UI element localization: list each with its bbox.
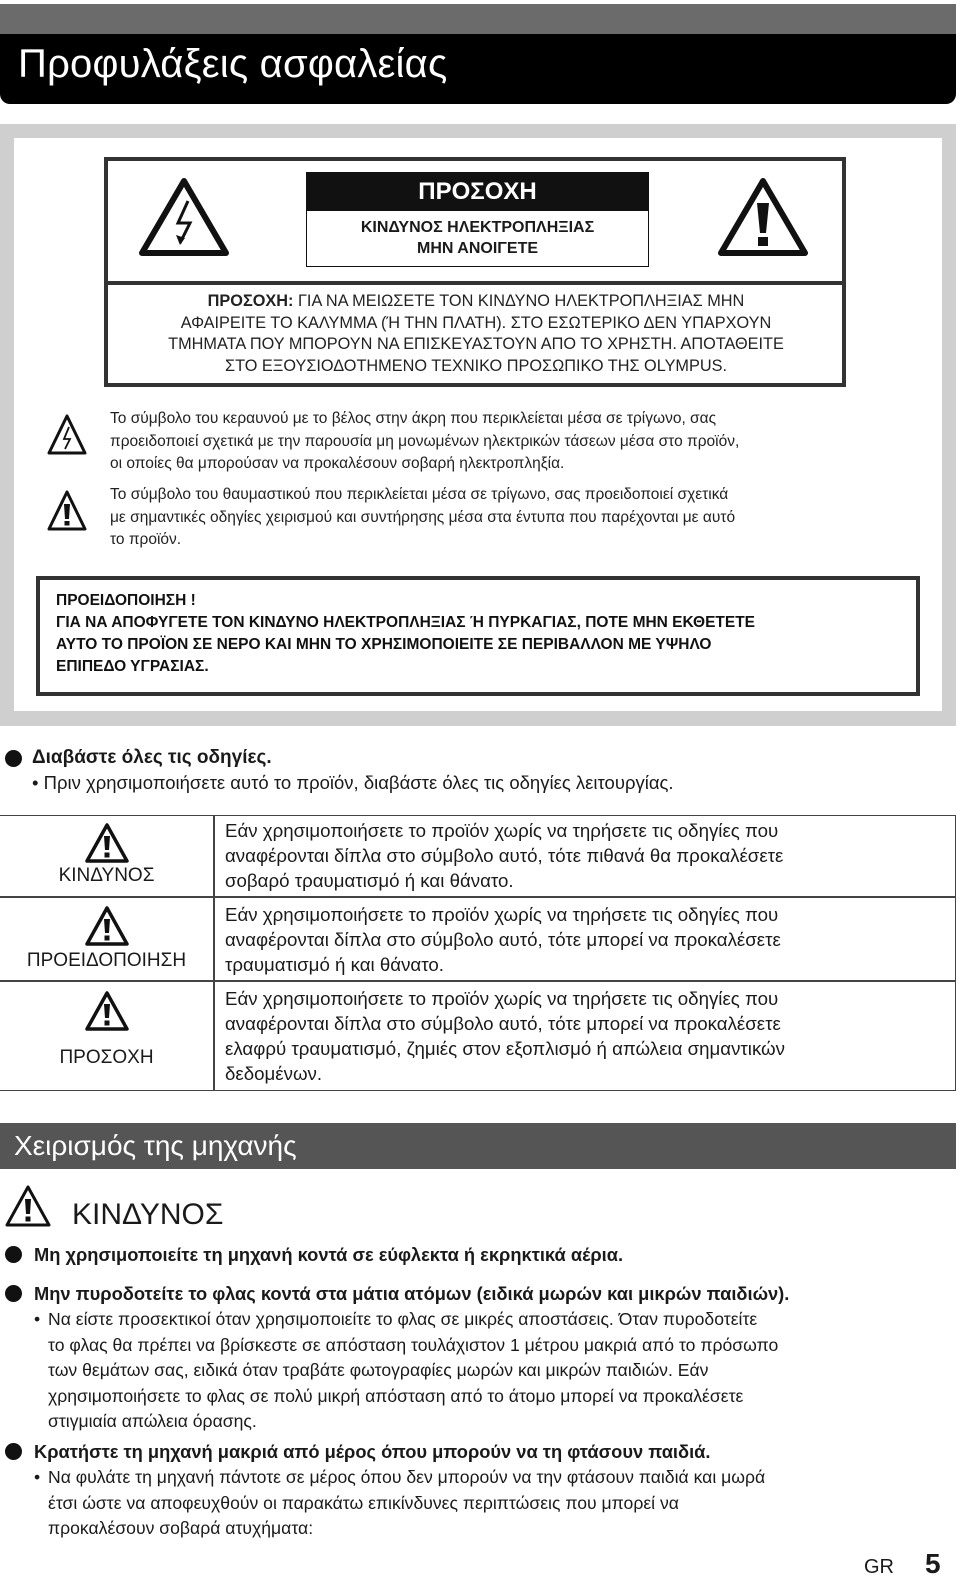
hazard-desc-line: Εάν χρησιμοποιήσετε το προϊόν χωρίς να τηρήσετε τις οδηγίες που	[225, 988, 779, 1009]
hazard-desc-line: αναφέρονται δίπλα στο σύμβολο αυτό, τότε μπορεί να προκαλέσετε	[225, 1013, 781, 1034]
caution-icon	[84, 990, 130, 1032]
hazard-desc-line: σοβαρό τραυματισμό ή και θάνατο.	[225, 870, 514, 891]
item-heading: Κρατήστε τη μηχανή μακριά από μέρος όπου μπορούν να τη φτάσουν παιδιά.	[34, 1441, 711, 1462]
page-title: Προφυλάξεις ασφαλείας	[18, 42, 448, 86]
item-heading: Μη χρησιμοποιείτε τη μηχανή κοντά σε εύφλεκτα ή εκρηκτικά αέρια.	[34, 1244, 624, 1265]
item-heading: Μην πυροδοτείτε το φλας κοντά στα μάτια ατόμων (ειδικά μωρών και μικρών παιδιών).	[34, 1283, 790, 1304]
hazard-desc-line: αναφέρονται δίπλα στο σύμβολο αυτό, τότε μπορεί να προκαλέσετε	[225, 929, 781, 950]
item-body-line: το φλας θα πρέπει να βρίσκεστε σε απόσταση τουλάχιστον 1 μέτρου μακριά από το πρόσωπο	[48, 1334, 779, 1355]
hazard-desc-danger	[225, 818, 947, 893]
item-body-line: χρησιμοποιήσετε το φλας σε πολύ μικρή απόσταση από το άτομο μπορεί να προκαλέσετε	[48, 1385, 744, 1406]
warning-line3: ΑΥΤΟ ΤΟ ΠΡΟΪΟΝ ΣΕ ΝΕΡΟ ΚΑΙ ΜΗΝ ΤΟ ΧΡΗΣΙΜΟΠΟΙΕΙΤΕ ΣΕ ΠΕΡΙΒΑΛΛΟΝ ΜΕ ΥΨΗΛΟ	[56, 636, 712, 653]
bullet-dot-icon	[5, 1246, 22, 1263]
hazard-desc-warning	[225, 902, 947, 977]
read-instructions-sub-text: Πριν χρησιμοποιήσετε αυτό το προϊόν, διαβάστε όλες τις οδηγίες λειτουργίας.	[43, 772, 674, 793]
warning-text	[56, 590, 906, 678]
bullet-dot-icon	[5, 750, 22, 767]
danger-warning-icon	[84, 822, 130, 864]
hazard-desc-line: αναφέρονται δίπλα στο σύμβολο αυτό, τότε πιθανά θα προκαλέσετε	[225, 845, 784, 866]
item-body-line: Να είστε προσεκτικοί όταν χρησιμοποιείτε το φλας σε μικρές αποστάσεις. Όταν πυροδοτείτε	[48, 1309, 758, 1329]
danger-heading-icon	[4, 1184, 52, 1228]
lightning-line1: Το σύμβολο του κεραυνού με το βέλος στην άκρη που περικλείεται μέσα σε τρίγωνο, σας	[110, 410, 717, 427]
hazard-label-caution: ΠΡΟΣΟΧΗ	[59, 1047, 154, 1068]
lightning-small-icon	[46, 413, 88, 457]
exclamation-small-icon	[46, 489, 88, 533]
danger-heading: ΚΙΝΔΥΝΟΣ	[72, 1198, 224, 1231]
hazard-col-divider	[213, 815, 215, 1091]
exclaim-line2: με σημαντικές οδηγίες χειρισμού και συντήρησης μέσα στα έντυπα που παρέχονται με αυτό	[110, 508, 736, 526]
lightning-line2: προειδοποιεί σχετικά με την παρουσία μη μονωμένων ηλεκτρικών τάσεων μέσα στο προϊόν,	[110, 432, 740, 450]
item-body-line: προκαλέσουν σοβαρά ατυχήματα:	[48, 1518, 314, 1538]
lightning-line3: οι οποίες θα μπορούσαν να προκαλέσουν σοβαρή ηλεκτροπληξία.	[110, 455, 565, 472]
caution-text-line4: ΣΤΟ ΕΞΟΥΣΙΟΔΟΤΗΜΕΝΟ ΤΕΧΝΙΚΟ ΠΡΟΣΩΠΙΚΟ ΤΗΣ OLYMPUS.	[225, 356, 727, 375]
item-body	[34, 1307, 954, 1435]
item-body-line: Να φυλάτε τη μηχανή πάντοτε σε μέρος όπου δεν μπορούν να την φτάσουν παιδιά και μωρά	[48, 1467, 766, 1487]
header-top-strip	[0, 4, 956, 34]
caution-sub-line2: ΜΗΝ ΑΝΟΙΓΕΤΕ	[416, 240, 539, 257]
warning-icon	[84, 905, 130, 947]
caution-subbox	[306, 211, 649, 267]
bullet-dot-icon	[5, 1285, 22, 1302]
hazard-desc-line: ελαφρύ τραυματισμό, ζημιές στον εξοπλισμό ή απώλεια σημαντικών	[225, 1038, 785, 1059]
exclaim-line1: Το σύμβολο του θαυμαστικού που περικλείεται μέσα σε τρίγωνο, σας προειδοποιεί σχετικά	[110, 486, 729, 503]
item-body	[34, 1465, 954, 1542]
caution-sub-line1: ΚΙΝΔΥΝΟΣ ΗΛΕΚΤΡΟΠΛΗΞΙΑΣ	[360, 219, 595, 236]
item-body-line: των θεμάτων σας, ειδικά όταν τραβάτε φωτογραφίες μωρών και μικρών παιδιών. Εάν	[48, 1360, 709, 1380]
hazard-label-danger: ΚΙΝΔΥΝΟΣ	[58, 865, 155, 886]
hazard-desc-line: τραυματισμό ή και θάνατο.	[225, 954, 444, 975]
hazard-desc-line: δεδομένων.	[225, 1063, 323, 1084]
hazard-desc-line: Εάν χρησιμοποιήσετε το προϊόν χωρίς να τηρήσετε τις οδηγίες που	[225, 904, 779, 925]
read-instructions-heading: Διαβάστε όλες τις οδηγίες.	[32, 747, 272, 768]
warning-line1: ΠΡΟΕΙΔΟΠΟΙΗΣΗ !	[56, 592, 196, 609]
hazard-row-divider	[0, 980, 956, 982]
bullet-dot-icon	[5, 1443, 22, 1460]
caution-text	[120, 291, 832, 377]
lightning-triangle-icon	[138, 177, 230, 257]
warning-line2: ΓΙΑ ΝΑ ΑΠΟΦΥΓΕΤΕ ΤΟΝ ΚΙΝΔΥΝΟ ΗΛΕΚΤΡΟΠΛΗΞΙΑΣ Ή ΠΥΡΚΑΓΙΑΣ, ΠΟΤΕ ΜΗΝ ΕΚΘΕΤΕΤΕ	[56, 614, 756, 631]
lightning-symbol-text	[110, 408, 910, 476]
hazard-desc-line: Εάν χρησιμοποιήσετε το προϊόν χωρίς να τηρήσετε τις οδηγίες που	[225, 820, 779, 841]
hazard-row-divider	[0, 896, 956, 898]
bullet-small-icon: •	[34, 1467, 41, 1487]
footer-language: GR	[864, 1556, 894, 1578]
exclaim-line3: το προϊόν.	[110, 531, 182, 548]
section-title: Χειρισμός της μηχανής	[14, 1130, 297, 1161]
caution-text-line1: ΓΙΑ ΝΑ ΜΕΙΩΣΕΤΕ ΤΟΝ ΚΙΝΔΥΝΟ ΗΛΕΚΤΡΟΠΛΗΞΙΑΣ ΜΗΝ	[293, 292, 745, 310]
caution-divider	[104, 281, 846, 285]
caution-text-line2: ΑΦΑΙΡΕΙΤΕ ΤΟ ΚΑΛΥΜΜΑ (Ή ΤΗΝ ΠΛΑΤΗ). ΣΤΟ ΕΣΩΤΕΡΙΚΟ ΔΕΝ ΥΠΑΡΧΟΥΝ	[180, 313, 772, 332]
exclamation-triangle-icon	[717, 177, 809, 257]
caution-text-line3: ΤΜΗΜΑΤΑ ΠΟΥ ΜΠΟΡΟΥΝ ΝΑ ΕΠΙΣΚΕΥΑΣΤΟΥΝ ΑΠΟ ΤΟ ΧΡΗΣΤΗ. ΑΠΟΤΑΘΕΙΤΕ	[168, 335, 784, 353]
caution-text-bold: ΠΡΟΣΟΧΗ:	[207, 292, 294, 310]
item-body-line: στιγμιαία απώλεια όρασης.	[48, 1411, 257, 1431]
caution-header: ΠΡΟΣΟΧΗ	[306, 172, 649, 211]
hazard-desc-caution	[225, 986, 947, 1086]
hazard-label-warning: ΠΡΟΕΙΔΟΠΟΙΗΣΗ	[26, 950, 187, 971]
item-body-line: έτσι ώστε να αποφευχθούν οι παρακάτω επικίνδυνες περιπτώσεις που μπορεί να	[48, 1492, 679, 1513]
warning-line4: ΕΠΙΠΕΔΟ ΥΓΡΑΣΙΑΣ.	[56, 658, 209, 675]
page-number: 5	[925, 1548, 941, 1579]
exclamation-symbol-text	[110, 484, 910, 552]
bullet-small-icon: •	[34, 1309, 41, 1329]
read-instructions-sub: • Πριν χρησιμοποιήσετε αυτό το προϊόν, διαβάστε όλες τις οδηγίες λειτουργίας.	[32, 772, 674, 793]
